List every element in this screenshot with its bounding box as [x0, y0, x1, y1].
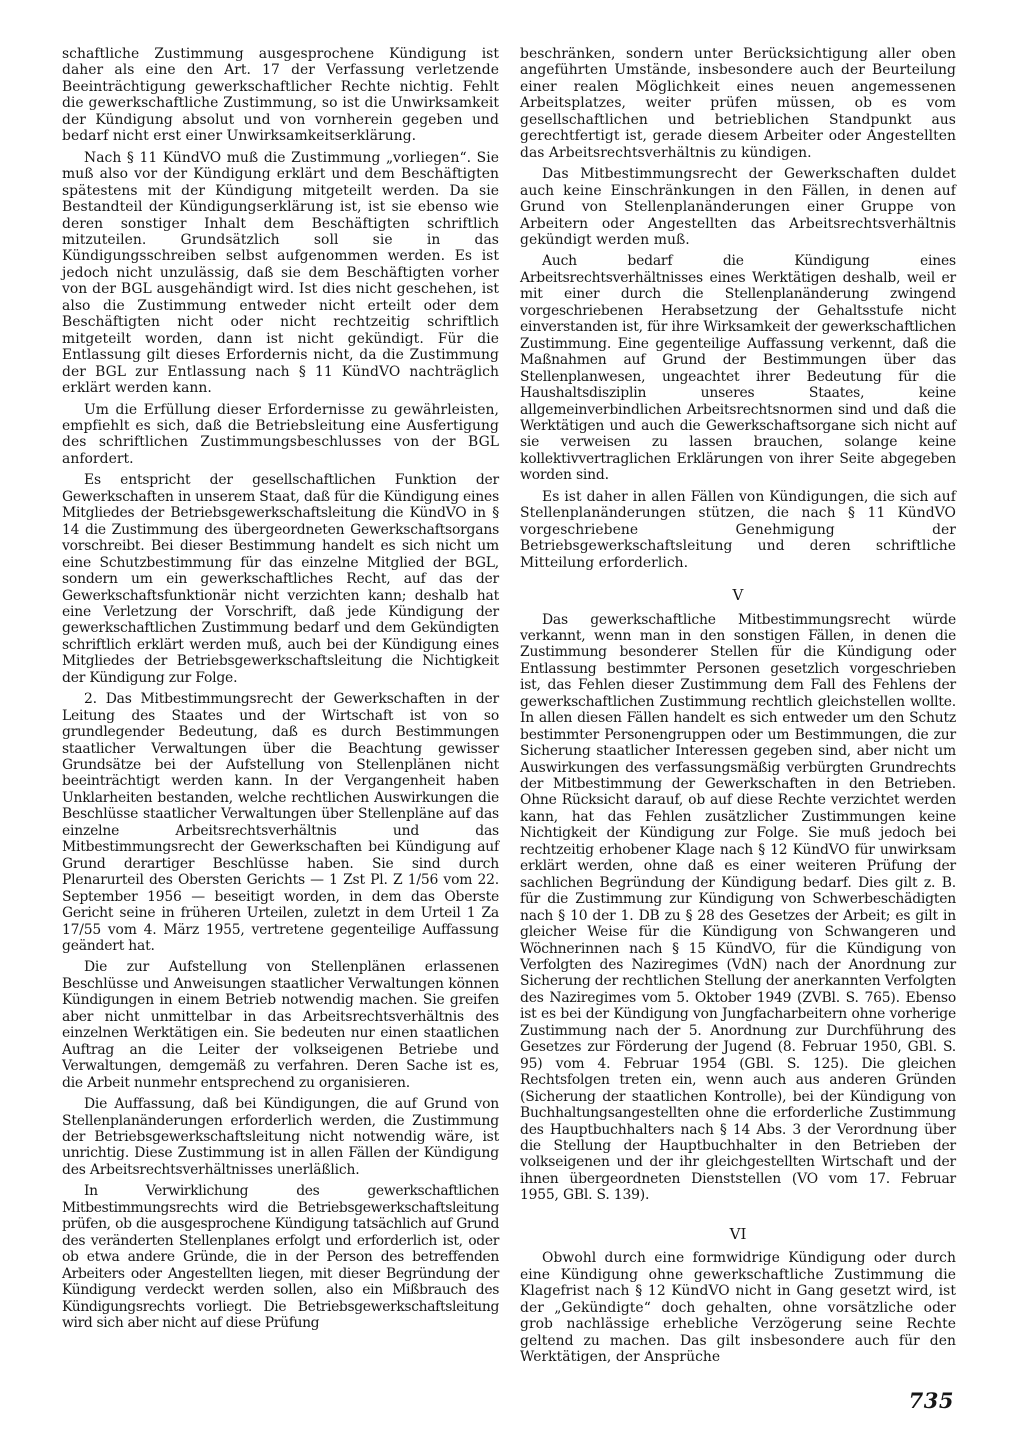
page-number: 735: [908, 1388, 954, 1413]
paragraph: Auch bedarf die Kündigung eines Arbeitsrechtsverhältnisses eines Werktätigen deshalb, weil er mit einer durch die Stellenplanänderung zwingend vorgeschriebenen Herabsetzung der Gehaltsstufe nicht einverstanden ist, für ihre Wirksamkeit der gewerkschaftlichen Zustimmung. Eine gegenteilige Auffassung verkennt, daß die Maßnahmen auf Grund der Bestimmungen über das Stellenplanwesen, ungeachtet ihrer Bedeutung für die Haushaltsdisziplin unseres Staates, keine allgemeinverbindlichen Arbeitsrechtsnormen sind und daß die Werktätigen und auch die Gewerkschaftsorgane sich nicht auf sie verweisen zu lassen brauchen, solange keine kollektivvertraglichen Erklärungen von ihrer Seite abgegeben worden sind.: [520, 253, 956, 484]
paragraph: Um die Erfüllung dieser Erfordernisse zu gewährleisten, empfiehlt es sich, daß die Betriebsleitung eine Ausfertigung des schriftlichen Zustimmungsbeschlusses von der BGL anfordert.: [62, 401, 499, 467]
paragraph: schaftliche Zustimmung ausgesprochene Kündigung ist daher als eine den Art. 17 der Verfassung verletzende Beeinträchtigung gewerkschaftlicher Rechte nichtig. Fehlt die gewerkschaftliche Zustimmung, so ist die Unwirksamkeit der Kündigung absolut und von vornherein gegeben und bedarf nicht erst einer Unwirksamkeitserklärung.: [62, 46, 499, 145]
paragraph: Die zur Aufstellung von Stellenplänen erlassenen Beschlüsse und Anweisungen staatlicher Verwaltungen können Kündigungen in einem Betrieb notwendig machen. Sie greifen aber nicht unmittelbar in das Arbeitsrechtsverhältnis des einzelnen Werktätigen ein. Sie bedeuten nur einen staatlichen Auftrag an die Leiter der volkseigenen Betriebe und Verwaltungen, demgemäß zu verfahren. Deren Sache ist es, die Arbeit nunmehr entsprechend zu organisieren.: [62, 959, 499, 1091]
paragraph: Das gewerkschaftliche Mitbestimmungsrecht würde verkannt, wenn man in den sonstigen Fällen, in denen die Zustimmung besonderer Stellen für die Kündigung oder Entlassung bestimmter Personen gesetzlich vorgeschrieben ist, das Fehlen dieser Zustimmung dem Fall des Fehlens der gewerkschaftlichen Zustimmung rechtlich gleichstellen wollte. In allen diesen Fällen handelt es sich entweder um den Schutz bestimmter Personengruppen oder um Bestimmungen, die zur Sicherung staatlicher Interessen gegeben sind, aber nicht um Auswirkungen des verfassungsmäßig verbürgten Grundrechts der Mitbestimmung der Gewerkschaften in den Betrieben. Ohne Rücksicht darauf, ob auf diese Rechte verzichtet werden kann, hat das Fehlen zusätzlicher Zustimmungen keine Nichtigkeit der Kündigung zur Folge. Sie muß jedoch bei rechtzeitig erhobener Klage nach § 12 KündVO für unwirksam erklärt werden, ohne daß es einer weiteren Prüfung der sachlichen Begründung der Kündigung bedarf. Dies gilt z. B. für die Zustimmung zur Kündigung von Schwerbeschädigten nach § 10 der 1. DB zu § 28 des Gesetzes der Arbeit; es gilt in gleicher Weise für die Kündigung von Schwangeren und Wöchnerinnen nach § 15 KündVO, für die Kündigung von Verfolgten des Naziregimes (VdN) nach der Anordnung zur Sicherung der rechtlichen Stellung der anerkannten Verfolgten des Naziregimes vom 5. Oktober 1949 (ZVBl. S. 765). Ebenso ist es bei der Kündigung von Jungfacharbeitern ohne vorherige Zustimmung nach der 5. Anordnung zur Durchführung des Gesetzes zur Förderung der Jugend (8. Februar 1950, GBl. S. 95) vom 4. Februar 1954 (GBl. S. 125). Die gleichen Rechtsfolgen treten ein, wenn auch aus anderen Gründen (Sicherung der staatlichen Kontrolle), bei der Kündigung von Buchhaltungsangestellten ohne die erforderliche Zustimmung des Hauptbuchhalters nach § 14 Abs. 3 der Verordnung über die Stellung der Hauptbuchhalter in den Betrieben der volkseigenen und der ihr gleichgestellten Wirtschaft und der ihnen übergeordneten Dienststellen (VO vom 17. Februar 1955, GBl. S. 139).: [520, 611, 956, 1204]
right-column: [520, 46, 956, 1370]
paragraph: Das Mitbestimmungsrecht der Gewerkschaften duldet auch keine Einschränkungen in den Fällen, in denen auf Grund von Stellenplanänderungen einer Gruppe von Arbeitern oder Angestellten das Arbeitsrechtsverhältnis gekündigt werden muß.: [520, 166, 956, 248]
paragraph: Obwohl durch eine formwidrige Kündigung oder durch eine Kündigung ohne gewerkschaftliche Zustimmung die Klagefrist nach § 12 KündVO nicht in Gang gesetzt wird, ist der „Gekündigte“ doch gehalten, ohne vorsätzliche oder grob nachlässige erhebliche Verzögerung seine Rechte geltend zu machen. Das gilt insbesondere auch für den Werktätigen, der Ansprüche: [520, 1250, 956, 1365]
section-heading-vi: VI: [729, 1224, 747, 1243]
left-column: [62, 46, 499, 1336]
paragraph: Nach § 11 KündVO muß die Zustimmung „vorliegen“. Sie muß also vor der Kündigung erklärt und dem Beschäftigten spätestens mit der Kündigung mitgeteilt werden. Da sie Bestandteil der Kündigungserklärung ist, ist sie ebenso wie deren sonstiger Inhalt dem Beschäftigten schriftlich mitzuteilen. Grundsätzlich soll sie in das Kündigungsschreiben selbst aufgenommen werden. Es ist jedoch nicht unzulässig, daß sie dem Beschäftigten vorher von der BGL ausgehändigt wird. Ist dies nicht geschehen, ist also die Zustimmung entweder nicht erteilt oder dem Beschäftigten nicht oder nicht rechtzeitig schriftlich mitgeteilt worden, dann ist nicht gekündigt. Für die Entlassung gilt dieses Erfordernis nicht, da die Zustimmung der BGL zur Entlassung nach § 11 KündVO nachträglich erklärt werden kann.: [62, 149, 499, 397]
paragraph: 2. Das Mitbestimmungsrecht der Gewerkschaften in der Leitung des Staates und der Wirtschaft ist von so grundlegender Bedeutung, daß es durch Bestimmungen staatlicher Verwaltungen über die Beachtung gewisser Grundsätze bei der Aufstellung von Stellenplänen nicht beeinträchtigt werden kann. In der Vergangenheit haben Unklarheiten bestanden, welche rechtlichen Auswirkungen die Beschlüsse staatlicher Verwaltungen über Stellenpläne auf das einzelne Arbeitsrechtsverhältnis und das Mitbestimmungsrecht der Gewerkschaften bei Kündigung auf Grund derartiger Beschlüsse haben. Sie sind durch Plenarurteil des Obersten Gerichts — 1 Zst Pl. Z 1/56 vom 22. September 1956 — beseitigt worden, in dem das Oberste Gericht seine in früheren Urteilen, zuletzt in dem Urteil 1 Za 17/55 vom 4. März 1955, vertretene gegenteilige Auffassung geändert hat.: [62, 691, 499, 955]
paragraph: Es entspricht der gesellschaftlichen Funktion der Gewerkschaften in unserem Staat, daß für die Kündigung eines Mitgliedes der Betriebsgewerkschaftsleitung die KündVO in § 14 die Zustimmung des übergeordneten Gewerkschaftsorgans vorschreibt. Bei dieser Bestimmung handelt es sich nicht um eine Schutzbestimmung für das einzelne Mitglied der BGL, sondern um ein gewerkschaftliches Recht, auf das der Gewerkschaftsfunktionär nicht verzichten kann; deshalb hat eine Verletzung der Vorschrift, daß jede Kündigung der gewerkschaftlichen Zustimmung bedarf und dem Gekündigten schriftlich erklärt werden muß, auch bei der Kündigung eines Mitgliedes der Betriebsgewerkschaftsleitung die Nichtigkeit der Kündigung zur Folge.: [62, 472, 499, 686]
paragraph: beschränken, sondern unter Berücksichtigung aller oben angeführten Umstände, insbesondere auch der Beurteilung einer realen Möglichkeit eines neuen angemessenen Arbeitsplatzes, weiter prüfen müssen, ob es vom gesellschaftlichen und betrieblichen Standpunkt aus gerechtfertigt ist, gerade diesem Arbeiter oder Angestellten das Arbeitsrechtsverhältnis zu kündigen.: [520, 46, 956, 161]
paragraph: In Verwirklichung des gewerkschaftlichen Mitbestimmungsrechts wird die Betriebsgewerkschaftsleitung prüfen, ob die ausgesprochene Kündigung tatsächlich auf Grund des veränderten Stellenplanes erfolgt und erforderlich ist, oder ob etwa andere Gründe, die in der Person des betreffenden Arbeiters oder Angestellten liegen, mit dieser Begründung der Kündigung verdeckt werden sollen, also ein Mißbrauch des Kündigungsrechts vorliegt. Die Betriebsgewerkschaftsleitung wird sich aber nicht auf diese Prüfung: [62, 1183, 499, 1331]
paragraph: Es ist daher in allen Fällen von Kündigungen, die sich auf Stellenplanänderungen stützen, die nach § 11 KündVO vorgeschriebene Genehmigung der Betriebsgewerkschaftsleitung und deren schriftliche Mitteilung erforderlich.: [520, 488, 956, 571]
paragraph: Die Auffassung, daß bei Kündigungen, die auf Grund von Stellenplanänderungen erforderlich werden, die Zustimmung der Betriebsgewerkschaftsleitung nicht notwendig wäre, ist unrichtig. Diese Zustimmung ist in allen Fällen der Kündigung des Arbeitsrechtsverhältnisses unerläßlich.: [62, 1096, 499, 1178]
section-heading-v: V: [732, 586, 744, 605]
